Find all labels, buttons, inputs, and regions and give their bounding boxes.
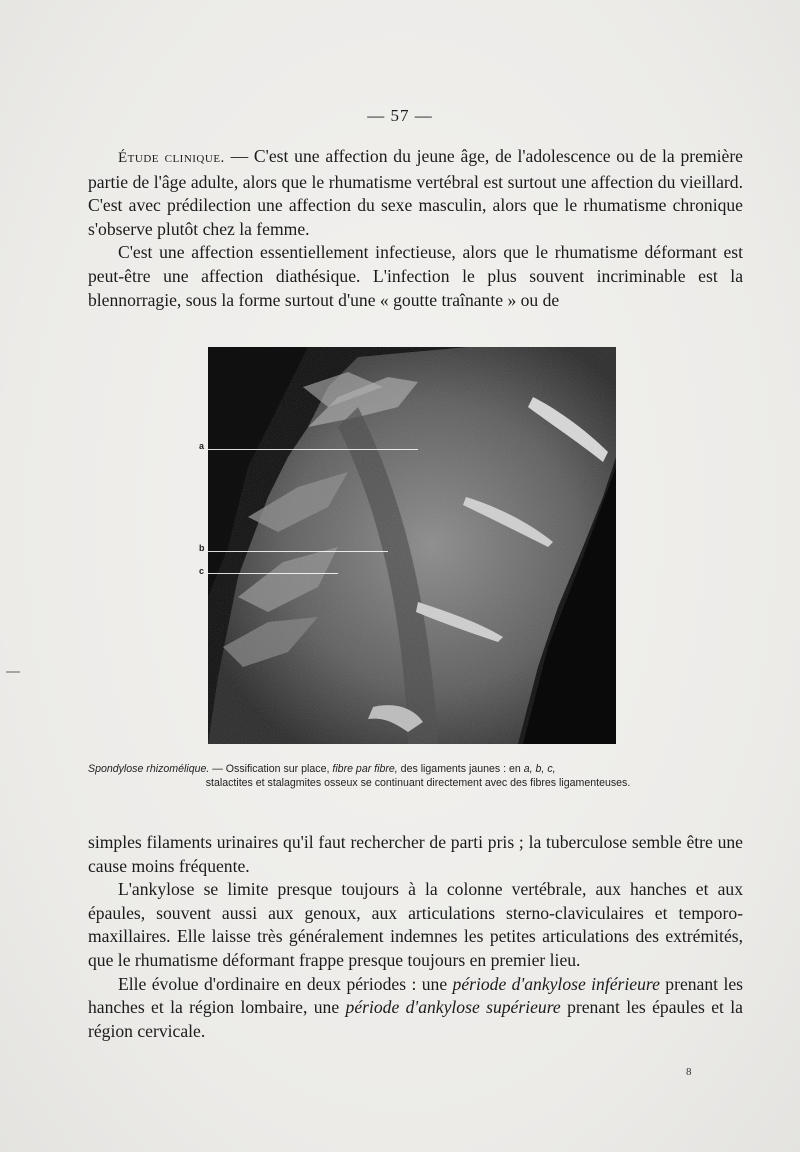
italic-term: période d'ankylose supérieure — [345, 997, 561, 1018]
paragraph-text: prenant les épaules et la région cervicale. — [88, 997, 743, 1041]
figure-caption — [88, 762, 748, 790]
paragraph-evolution — [88, 973, 743, 1044]
top-text-block — [88, 145, 743, 312]
figure-label-b: b — [199, 543, 205, 553]
spine-photograph — [208, 347, 616, 744]
margin-mark — [6, 671, 20, 673]
caption-italic-text: a, b, c, — [523, 763, 556, 775]
figure-label-c: c — [199, 566, 205, 576]
leader-line-b — [208, 551, 388, 552]
italic-term: période d'ankylose inférieure — [452, 973, 660, 994]
caption-line-1 — [88, 762, 748, 776]
figure-label-a: a — [199, 441, 205, 451]
figure-photograph — [208, 347, 616, 744]
paragraph-ankylose: L'ankylose se limite presque toujours à la colonne vertébrale, aux hanches et aux épaules, souvent aussi aux genoux, aux articulations sterno-claviculaires et temporo-maxillaires. Elle laisse très généralement indemnes les petites articulations des extrémités, que le rhumatisme déformant frappe presque toujours en premier lieu. — [88, 879, 743, 970]
paragraph-text: Elle évolue d'ordinaire en deux périodes : une — [118, 973, 453, 994]
signature-mark: 8 — [686, 1066, 692, 1078]
caption-text: — Ossification sur place, — [209, 763, 333, 775]
leader-line-a — [208, 449, 418, 450]
section-lead: Étude clinique. — [118, 150, 225, 166]
caption-italic-text: fibre par fibre, — [332, 763, 398, 775]
page-number: — 57 — — [367, 106, 433, 125]
paragraph-text: prenant les hanches et la région lombaire, une — [88, 973, 743, 1018]
caption-line-2: stalactites et stalagmites osseux se continuant directement avec des fibres ligamenteuses. — [205, 777, 631, 789]
paragraph-etude-clinique — [88, 145, 743, 241]
caption-title: Spondylose rhizomélique. — [88, 763, 210, 775]
paragraph-text: — C'est une affection du jeune âge, de l'adolescence ou de la première partie de l'âge adulte, alors que le rhumatisme vertébral est surtout une affection du vieillard. C'est avec prédilection une affection du sexe masculin, alors que le rhumatisme chronique s'observe plutôt chez la femme. — [88, 146, 743, 239]
leader-line-c — [208, 573, 338, 574]
bottom-text-block — [88, 831, 743, 1043]
paragraph-infection: C'est une affection essentiellement infectieuse, alors que le rhumatisme déformant est peut-être une affection diathésique. L'infection le plus souvent incriminable est la blennorragie, sous la forme surtout d'une « goutte traînante » ou de — [88, 242, 743, 310]
paragraph-continuation: simples filaments urinaires qu'il faut rechercher de parti pris ; la tuberculose semble être une cause moins fréquente. — [88, 832, 743, 876]
caption-text: des ligaments jaunes : en — [397, 763, 524, 775]
